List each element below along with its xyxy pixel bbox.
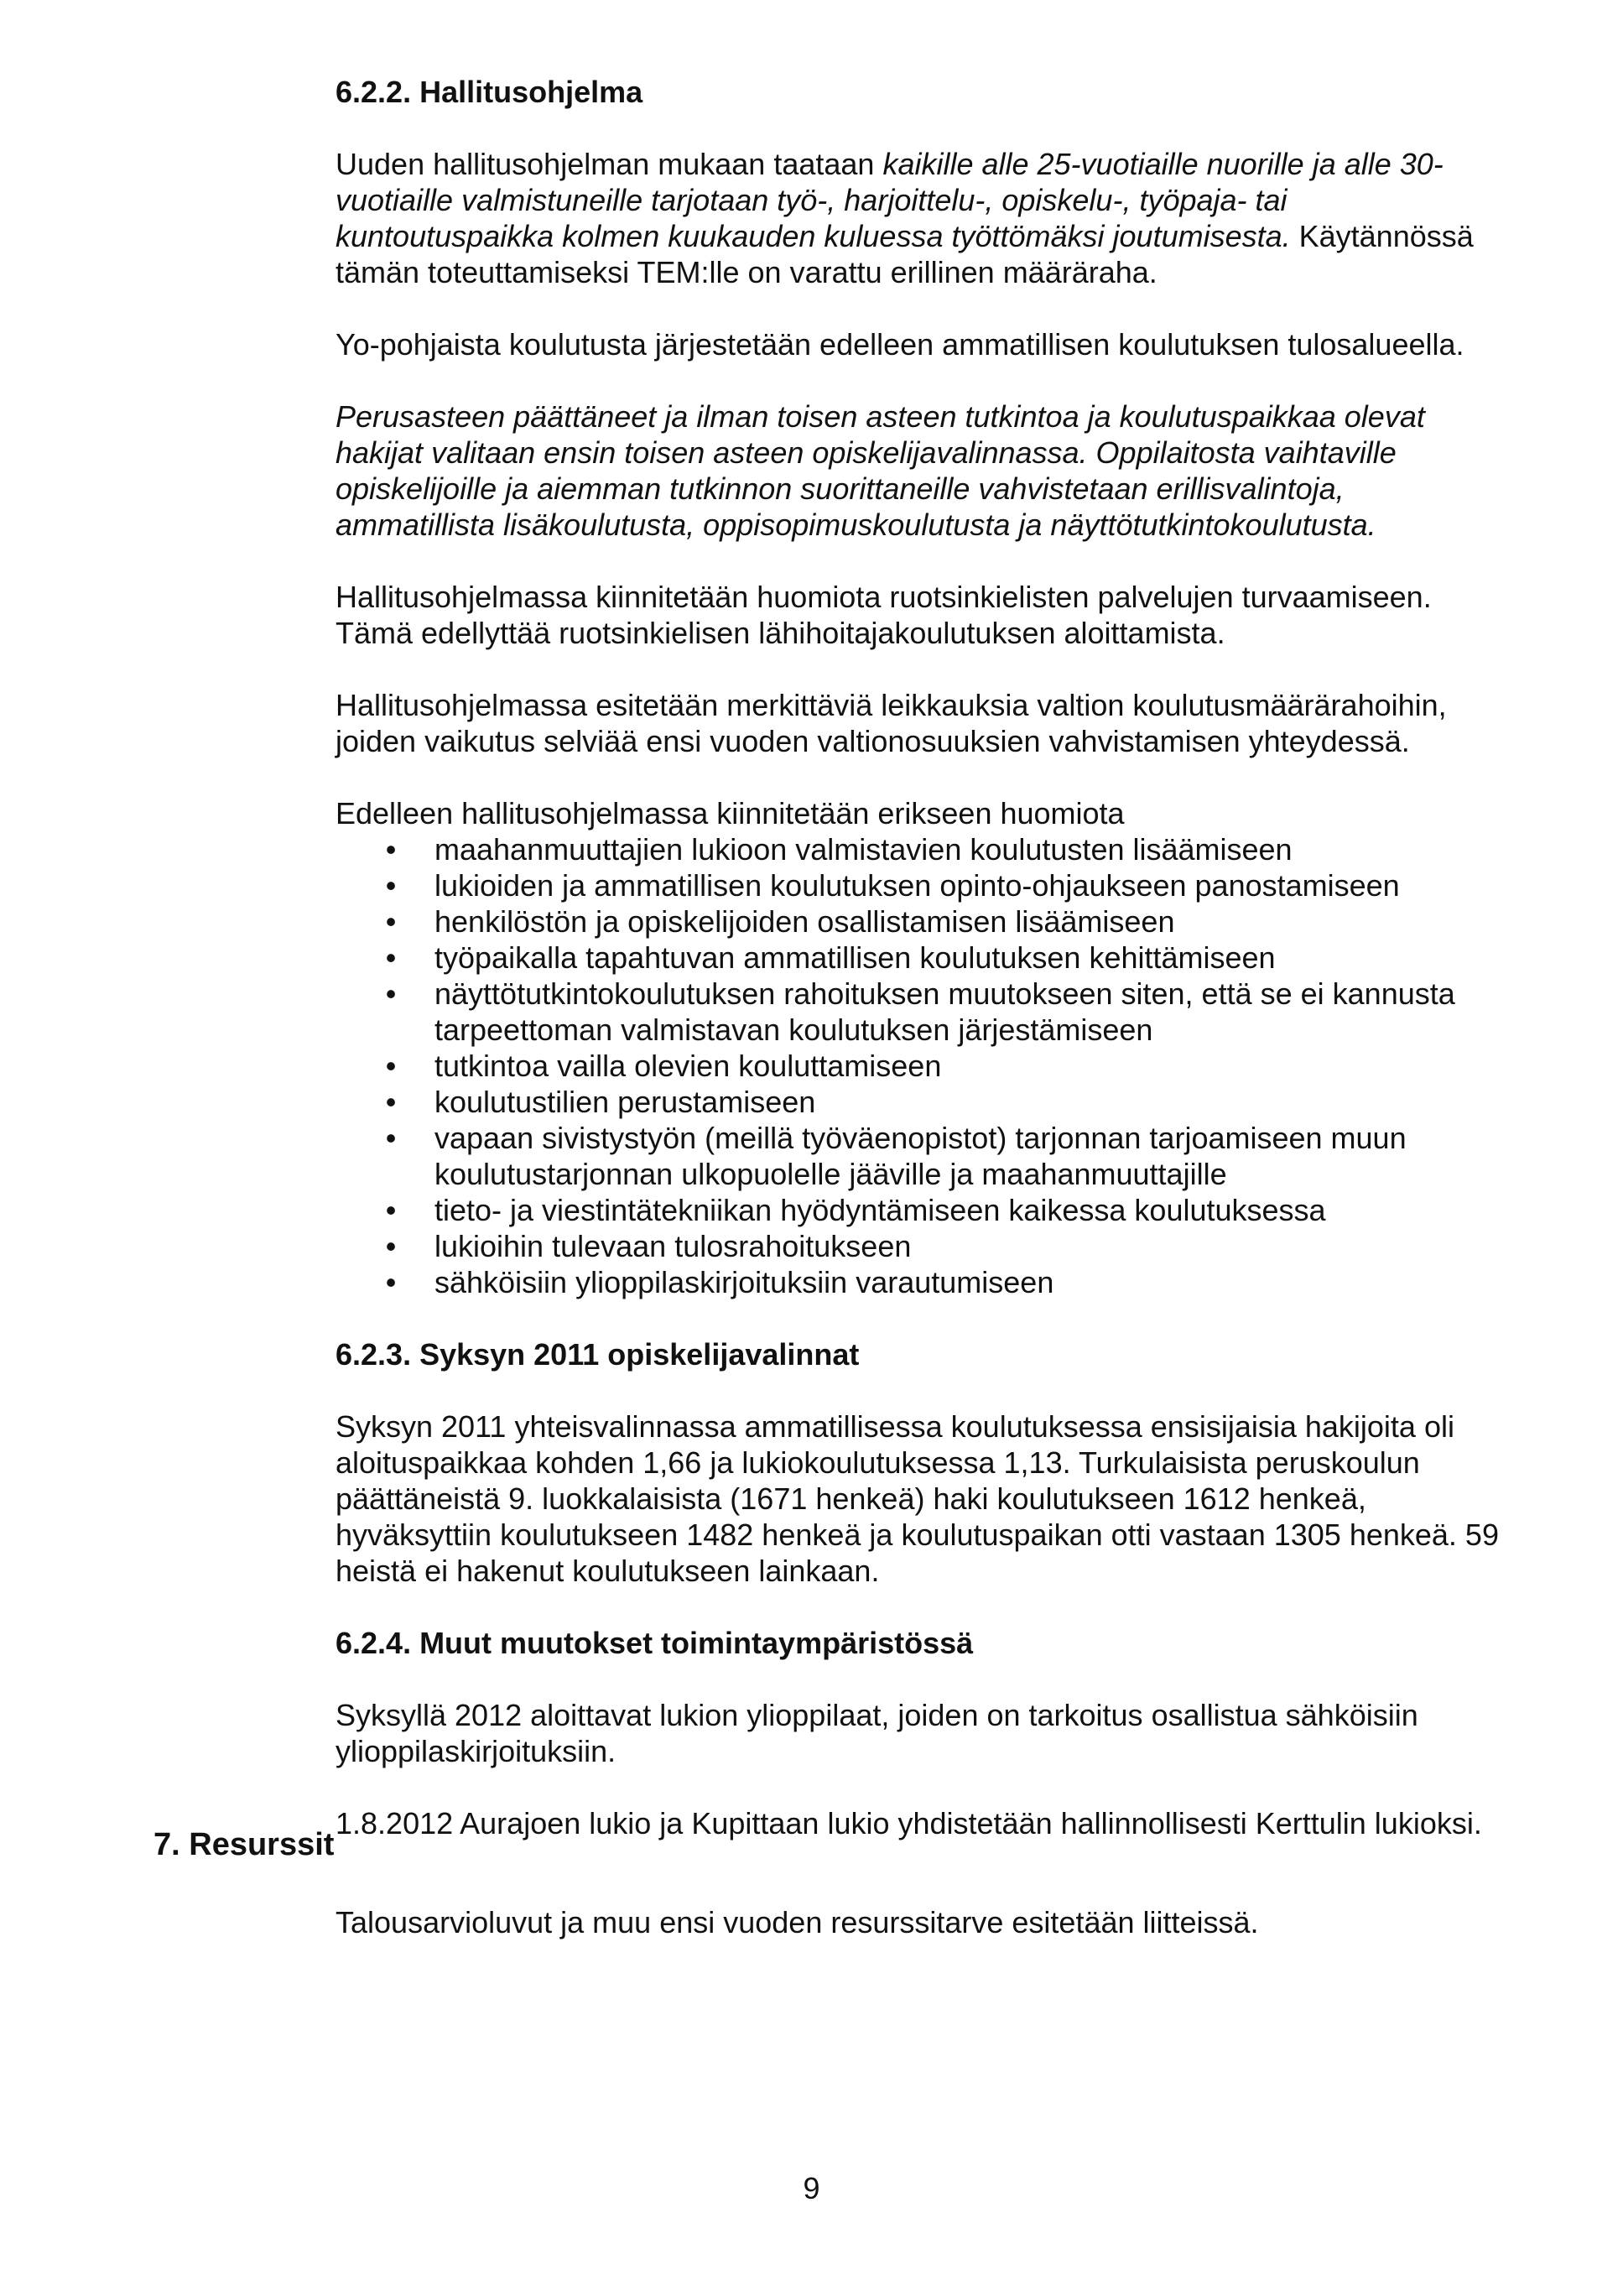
list-item-text: lukioiden ja ammatillisen koulutuksen opinto-ohjaukseen panostamiseen bbox=[434, 868, 1400, 903]
main-content bbox=[336, 74, 1501, 1877]
paragraph-hallitusohjelma-4: Hallitusohjelmassa kiinnitetään huomiota ruotsinkielisten palvelujen turvaamiseen. Tämä edellyttää ruotsinkielisen lähihoitajakoulutuksen aloittamista. bbox=[336, 580, 1432, 650]
list-item bbox=[336, 1264, 1501, 1300]
list-intro: Edelleen hallitusohjelmassa kiinnitetään erikseen huomiota bbox=[336, 796, 1125, 830]
section-heading-syksyn: 6.2.3. Syksyn 2011 opiskelijavalinnat bbox=[336, 1337, 860, 1372]
list-item bbox=[336, 1120, 1501, 1192]
paragraph-hallitusohjelma-1 bbox=[336, 146, 1501, 290]
paragraph-resurssit: Talousarvioluvut ja muu ensi vuoden resurssitarve esitetään liitteissä. bbox=[336, 1905, 1259, 1939]
page-number: 9 bbox=[803, 2171, 820, 2205]
list-item-text: henkilöstön ja opiskelijoiden osallistamisen lisäämiseen bbox=[434, 904, 1175, 939]
paragraph-muut-2: 1.8.2012 Aurajoen lukio ja Kupittaan lukio yhdistetään hallinnollisesti Kerttulin lukioksi. bbox=[336, 1806, 1482, 1840]
bullet-icon: • bbox=[385, 1229, 397, 1263]
bullet-icon: • bbox=[385, 1049, 397, 1083]
bullet-icon: • bbox=[385, 1193, 397, 1227]
bullet-list bbox=[336, 831, 1501, 1300]
paragraph-muut-1: Syksyllä 2012 aloittavat lukion ylioppilaat, joiden on tarkoitus osallistua sähköisiin ylioppilaskirjoituksiin. bbox=[336, 1698, 1418, 1768]
list-item-text: vapaan sivistystyön (meillä työväenopistot) tarjonnan tarjoamiseen muun koulutustarjonnan ulkopuolelle jääville ja maahanmuuttajille bbox=[434, 1121, 1407, 1191]
list-item-text: tieto- ja viestintätekniikan hyödyntämiseen kaikessa koulutuksessa bbox=[434, 1193, 1326, 1227]
list-item-text: maahanmuuttajien lukioon valmistavien koulutusten lisäämiseen bbox=[434, 832, 1293, 867]
paragraph-text: Käytännössä tämän toteuttamiseksi TEM:lle on varattu erillinen määräraha. bbox=[336, 219, 1474, 289]
list-item bbox=[336, 1084, 1501, 1120]
bullet-icon: • bbox=[385, 976, 397, 1011]
list-item bbox=[336, 867, 1501, 903]
bullet-icon: • bbox=[385, 868, 397, 903]
list-item-text: tutkintoa vailla olevien kouluttamiseen bbox=[434, 1049, 942, 1083]
italic-text: kaikille alle 25-vuotiaille nuorille ja alle 30-vuotiaille valmistuneille tarjotaan työ-, harjoittelu-, opiskelu-, työpaja- tai kuntoutuspaikka kolmen kuukauden kuluessa työttömäksi joutumisesta. bbox=[336, 147, 1444, 253]
section-heading-resurssit: 7. Resurssit bbox=[153, 1827, 335, 1862]
list-item bbox=[336, 1048, 1501, 1084]
bullet-icon: • bbox=[385, 1085, 397, 1119]
bullet-icon: • bbox=[385, 1121, 397, 1155]
bullet-icon: • bbox=[385, 832, 397, 867]
paragraph-syksyn-1: Syksyn 2011 yhteisvalinnassa ammatillisessa koulutuksessa ensisijaisia hakijoita oli aloituspaikkaa kohden 1,66 ja lukiokoulutuksessa 1,13. Turkulaisista peruskoulun päättäneistä 9. luokkalaisista (1671 henkeä) haki koulutukseen 1612 henkeä, hyväksyttiin koulutukseen 1482 henkeä ja koulutuspaikan otti vastaan 1305 henkeä. 59 heistä ei hakenut koulutukseen lainkaan. bbox=[336, 1409, 1499, 1588]
list-item-text: koulutustilien perustamiseen bbox=[434, 1085, 816, 1119]
list-item bbox=[336, 1192, 1501, 1228]
list-item-text: sähköisiin ylioppilaskirjoituksiin varautumiseen bbox=[434, 1265, 1054, 1299]
list-item-text: työpaikalla tapahtuvan ammatillisen koulutuksen kehittämiseen bbox=[434, 940, 1276, 975]
bullet-icon: • bbox=[385, 940, 397, 975]
paragraph-hallitusohjelma-5: Hallitusohjelmassa esitetään merkittäviä leikkauksia valtion koulutusmäärärahoihin, joiden vaikutus selviää ensi vuoden valtionosuuksien vahvistamisen yhteydessä. bbox=[336, 688, 1447, 758]
section-heading-hallitusohjelma: 6.2.2. Hallitusohjelma bbox=[336, 75, 643, 109]
list-item bbox=[336, 1228, 1501, 1264]
paragraph-text: Uuden hallitusohjelman mukaan taataan bbox=[336, 147, 883, 181]
bullet-icon: • bbox=[385, 1265, 397, 1299]
list-item bbox=[336, 903, 1501, 940]
section-heading-muut: 6.2.4. Muut muutokset toimintaympäristössä bbox=[336, 1626, 974, 1660]
list-item bbox=[336, 976, 1501, 1048]
list-item bbox=[336, 940, 1501, 976]
list-item-text: näyttötutkintokoulutuksen rahoituksen muutokseen siten, että se ei kannusta tarpeettoman valmistavan koulutuksen järjestämiseen bbox=[434, 976, 1455, 1047]
list-item bbox=[336, 831, 1501, 867]
paragraph-hallitusohjelma-3-italic: Perusasteen päättäneet ja ilman toisen asteen tutkintoa ja koulutuspaikkaa olevat hakijat valitaan ensin toisen asteen opiskelijavalinnassa. Oppilaitosta vaihtaville opiskelijoille ja aiemman tutkinnon suorittaneille vahvistetaan erillisvalintoja, ammatillista lisäkoulutusta, oppisopimuskoulutusta ja näyttötutkintokoulutusta. bbox=[336, 399, 1425, 542]
bullet-icon: • bbox=[385, 904, 397, 939]
list-item-text: lukioihin tulevaan tulosrahoitukseen bbox=[434, 1229, 912, 1263]
paragraph-hallitusohjelma-2: Yo-pohjaista koulutusta järjestetään edelleen ammatillisen koulutuksen tulosalueella. bbox=[336, 327, 1464, 362]
